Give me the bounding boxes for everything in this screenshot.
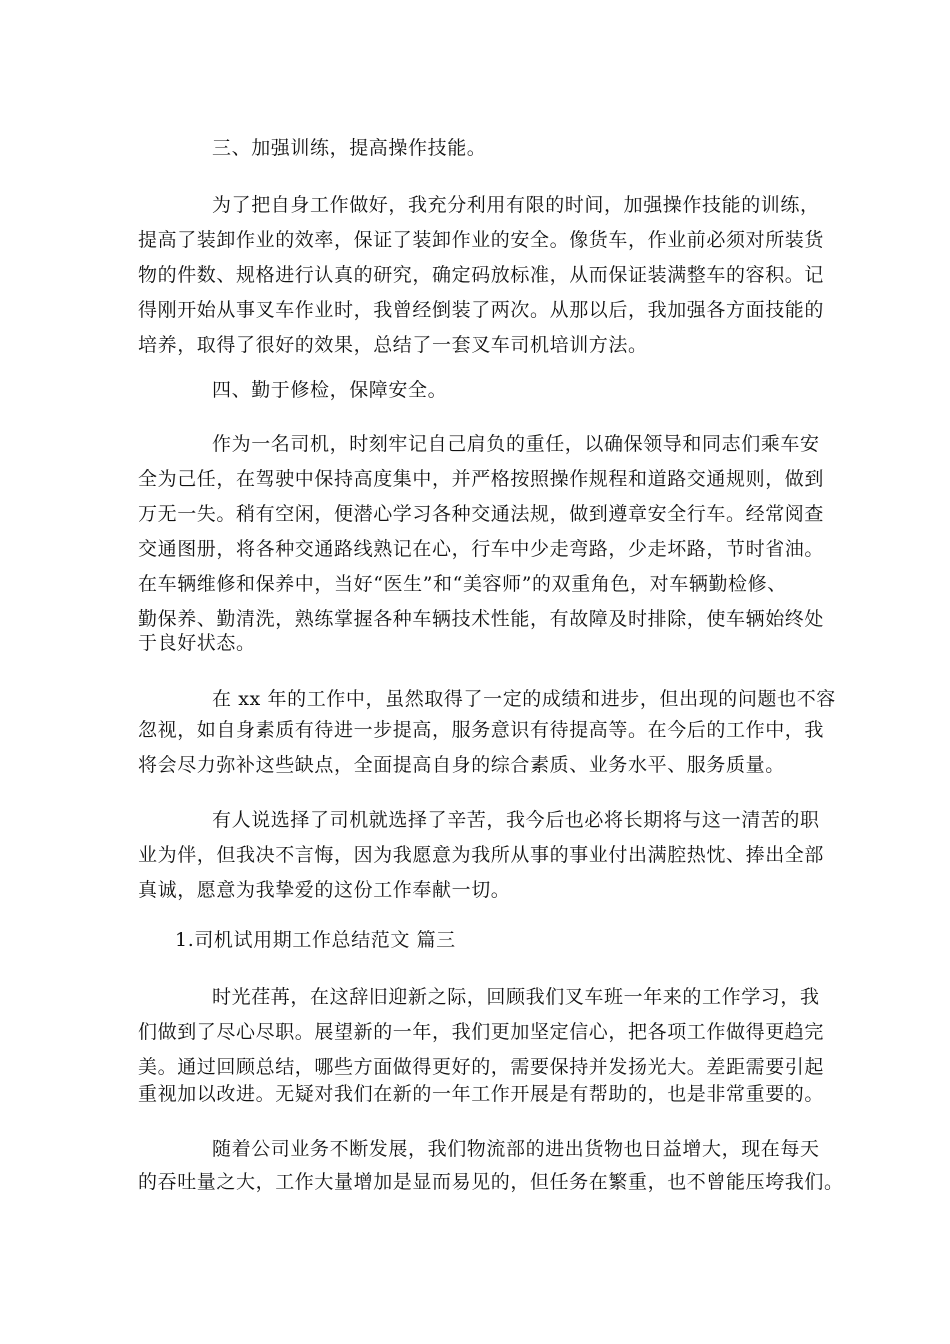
paragraph-line: 培养，取得了很好的效果，总结了一套叉车司机培训方法。 bbox=[138, 334, 648, 356]
paragraph-line: 万无一失。稍有空闲，便潜心学习各种交通法规，做到遵章安全行车。经常阅查 bbox=[138, 503, 825, 525]
section-heading-3: 三、加强训练，提高操作技能。 bbox=[212, 137, 487, 159]
section-heading-4: 四、勤于修检，保障安全。 bbox=[212, 379, 448, 401]
paragraph-line: 交通图册，将各种交通路线熟记在心，行车中少走弯路，少走坏路，节时省油。 bbox=[138, 538, 825, 560]
paragraph-line: 美。通过回顾总结，哪些方面做得更好的，需要保持并发扬光大。差距需要引起 bbox=[138, 1056, 825, 1078]
paragraph-line: 将会尽力弥补这些缺点，全面提高自身的综合素质、业务水平、服务质量。 bbox=[138, 754, 785, 776]
paragraph-line: 作为一名司机，时刻牢记自己肩负的重任，以确保领导和同志们乘车安 bbox=[212, 433, 820, 455]
paragraph-line: 全为己任，在驾驶中保持高度集中，并严格按照操作规程和道路交通规则，做到 bbox=[138, 468, 825, 490]
paragraph-line: 业为伴，但我决不言悔，因为我愿意为我所从事的事业付出满腔热忱、捧出全部 bbox=[138, 844, 825, 866]
paragraph-line: 得刚开始从事叉车作业时，我曾经倒装了两次。从那以后，我加强各方面技能的 bbox=[138, 299, 825, 321]
paragraph-line: 重视加以改进。无疑对我们在新的一年工作开展是有帮助的，也是非常重要的。 bbox=[138, 1083, 825, 1105]
paragraph-line: 于良好状态。 bbox=[138, 632, 256, 654]
paragraph-line: 有人说选择了司机就选择了辛苦，我今后也必将长期将与这一清苦的职 bbox=[212, 809, 820, 831]
paragraph-line: 的吞吐量之大，工作大量增加是显而易见的，但任务在繁重，也不曾能压垮我们。 bbox=[138, 1171, 844, 1193]
paragraph-line: 们做到了尽心尽职。展望新的一年，我们更加坚定信心，把各项工作做得更趋完 bbox=[138, 1021, 825, 1043]
paragraph-line: 忽视，如自身素质有待进一步提高，服务意识有待提高等。在今后的工作中，我 bbox=[138, 719, 825, 741]
article-title: 1.司机试用期工作总结范文 篇三 bbox=[175, 929, 456, 951]
paragraph-line: 为了把自身工作做好，我充分利用有限的时间，加强操作技能的训练， bbox=[212, 194, 820, 216]
paragraph-line: 在 xx 年的工作中，虽然取得了一定的成绩和进步，但出现的问题也不容 bbox=[212, 688, 836, 710]
paragraph-line: 真诚，愿意为我挚爱的这份工作奉献一切。 bbox=[138, 879, 511, 901]
paragraph-line: 勤保养、勤清洗，熟练掌握各种车辆技术性能，有故障及时排除，使车辆始终处 bbox=[138, 608, 825, 630]
paragraph-line: 在车辆维修和保养中，当好“医生”和“美容师”的双重角色，对车辆勤检修、 bbox=[138, 573, 787, 595]
paragraph-line: 时光荏苒，在这辞旧迎新之际，回顾我们叉车班一年来的工作学习，我 bbox=[212, 986, 820, 1008]
paragraph-line: 物的件数、规格进行认真的研究，确定码放标准，从而保证装满整车的容积。记 bbox=[138, 264, 825, 286]
paragraph-line: 随着公司业务不断发展，我们物流部的进出货物也日益增大，现在每天 bbox=[212, 1138, 820, 1160]
paragraph-line: 提高了装卸作业的效率，保证了装卸作业的安全。像货车，作业前必须对所装货 bbox=[138, 229, 825, 251]
